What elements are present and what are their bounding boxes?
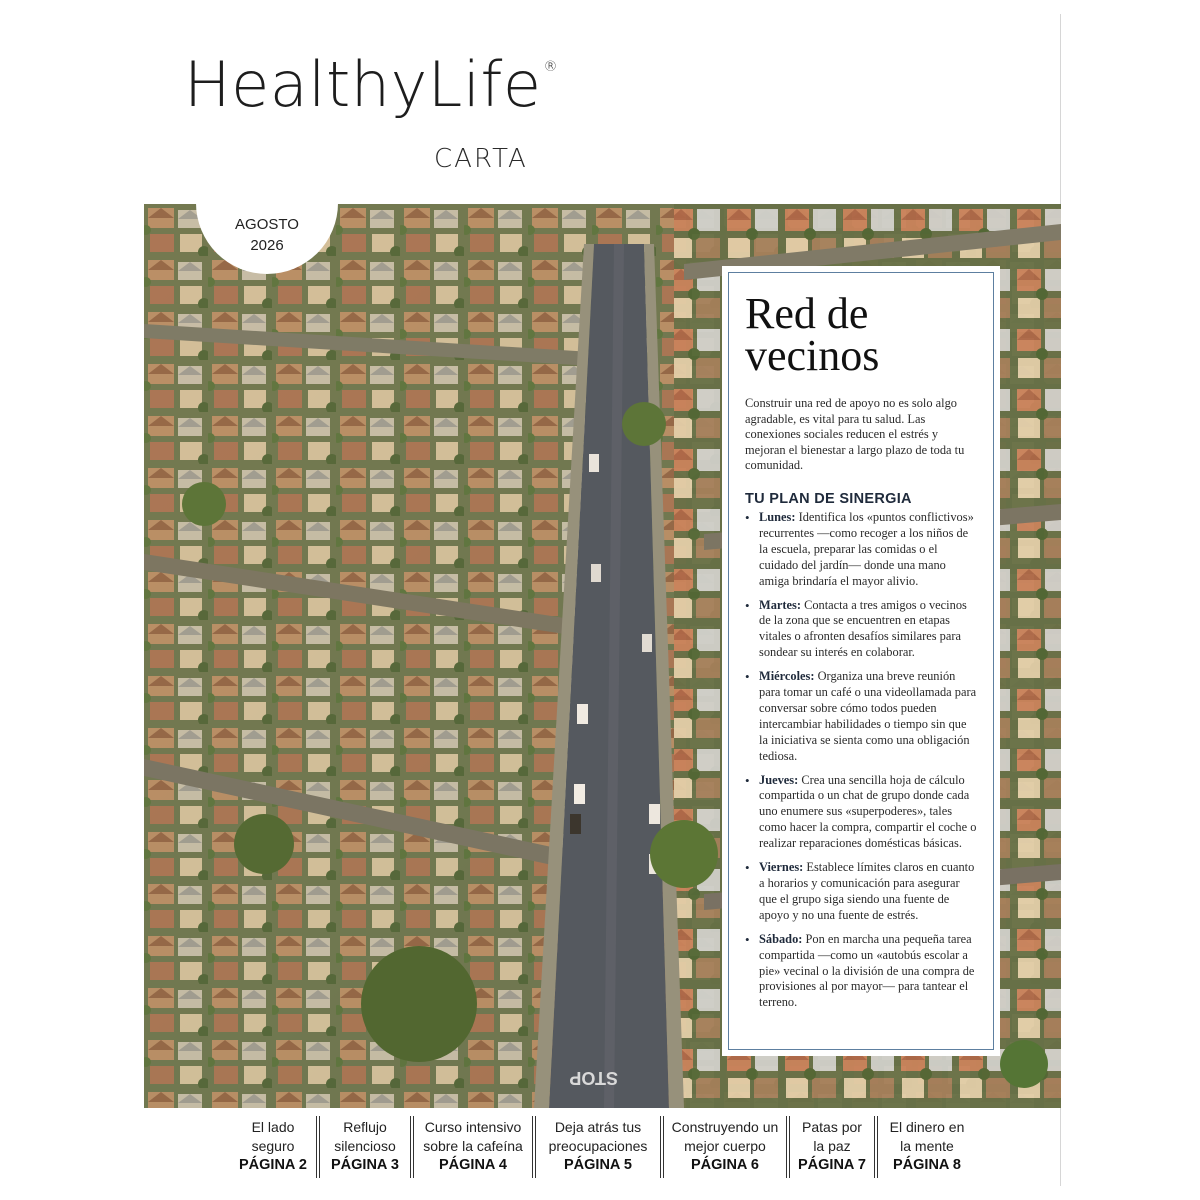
article-intro: Construir una red de apoyo no es solo algo agradable, es vital para tu salud. Las conexiones sociales reducen el estrés y mejoran el bienestar a largo plazo de toda tu comunidad. — [745, 396, 965, 473]
contents-item-line1: Deja atrás tus — [554, 1119, 642, 1135]
plan-day-label: Martes: — [759, 597, 801, 612]
article-title: Red de vecinos — [745, 289, 880, 380]
plan-item-text: Organiza una breve reunión para tomar un café o una videollamada para conversar sobre cómo todos pueden intercambiar habilidades o tiempo sin que la iniciativa se sienta como una obligación tediosa. — [759, 669, 977, 763]
plan-item-text: Establece límites claros en cuanto a horarios y comunicación para asegurar que el grupo siga siendo una fuente de apoyo y no una fuente de estrés. — [759, 860, 975, 922]
contents-item-page: PÁGINA 5 — [564, 1157, 632, 1173]
issue-month: AGOSTO — [235, 216, 299, 233]
contents-item-page: PÁGINA 2 — [239, 1157, 307, 1173]
plan-heading: TU PLAN DE SINERGIA — [745, 490, 912, 507]
contents-item-line1: Patas por — [802, 1119, 862, 1135]
contents-item-line2: la mente — [900, 1138, 954, 1154]
street-marking-text: STOP — [569, 1068, 618, 1088]
plan-item-text: Identifica los «puntos conflictivos» recurrentes —como recoger a los niños de la escuela, preparar las comidas o el cuidado del jardín— donde una mano amiga brindaría el mayor alivio. — [759, 509, 974, 588]
plan-item-wednesday — [745, 669, 977, 764]
plan-item-saturday — [745, 932, 977, 1012]
contents-item-line1: Curso intensivo — [424, 1119, 522, 1135]
contents-item-page: PÁGINA 6 — [691, 1157, 759, 1173]
contents-item-line2: seguro — [251, 1138, 295, 1154]
plan-item-text: Crea una sencilla hoja de cálculo compartida o un chat de grupo donde cada uno enumere sus «superpoderes», tales como hacer la compra, compartir el coche o realizar reparaciones domésticas básicas. — [759, 772, 977, 851]
contents-item-page-8[interactable] — [878, 1116, 976, 1188]
contents-item-page-4[interactable] — [414, 1116, 532, 1188]
contents-item-line1: El lado — [251, 1119, 295, 1135]
contents-item-line2: silencioso — [334, 1138, 396, 1154]
contents-item-page: PÁGINA 4 — [439, 1157, 507, 1173]
brand-logo — [184, 48, 559, 121]
plan-item-text: Contacta a tres amigos o vecinos de la zona que se encuentren en etapas vitales o afronten desafíos similares para sondear su interés en colaborar. — [759, 597, 967, 660]
contents-item-page: PÁGINA 8 — [893, 1157, 961, 1173]
contents-item-page-7[interactable] — [790, 1116, 874, 1188]
plan-list — [745, 510, 977, 1011]
plan-item-friday — [745, 860, 977, 924]
plan-day-label: Jueves: — [759, 772, 799, 787]
brand-subtitle: CARTA — [434, 144, 528, 174]
plan-day-label: Sábado: — [759, 931, 803, 946]
masthead — [184, 48, 559, 174]
plan-day-label: Viernes: — [759, 860, 804, 875]
contents-bar — [230, 1116, 990, 1188]
contents-item-page-6[interactable] — [664, 1116, 786, 1188]
contents-item-page: PÁGINA 7 — [798, 1157, 866, 1173]
contents-item-line1: Reflujo — [343, 1119, 387, 1135]
contents-item-page: PÁGINA 3 — [331, 1157, 399, 1173]
contents-item-line2: mejor cuerpo — [684, 1138, 766, 1154]
article-frame — [728, 272, 994, 1050]
contents-item-line2: preocupaciones — [548, 1138, 648, 1154]
article-card — [722, 266, 1000, 1056]
contents-item-page-3[interactable] — [320, 1116, 410, 1188]
plan-item-monday — [745, 510, 977, 590]
plan-item-thursday — [745, 773, 977, 853]
contents-item-line1: El dinero en — [889, 1119, 965, 1135]
contents-item-line1: Construyendo un — [671, 1119, 779, 1135]
plan-day-label: Lunes: — [759, 509, 796, 524]
contents-item-line2: sobre la cafeína — [423, 1138, 523, 1154]
plan-item-tuesday — [745, 598, 977, 662]
registered-mark: ® — [543, 59, 559, 75]
contents-item-line2: la paz — [813, 1138, 851, 1154]
contents-item-page-2[interactable] — [230, 1116, 316, 1188]
issue-year: 2026 — [250, 237, 284, 254]
brand-name: HealthyLife — [184, 48, 542, 121]
plan-day-label: Miércoles: — [759, 669, 815, 684]
plan-item-text: Pon en marcha una pequeña tarea compartida —como un «autobús escolar a pie» vecinal o la división de una compra de provisiones al por mayor— para tantear el terreno. — [759, 931, 975, 1010]
contents-item-page-5[interactable] — [536, 1116, 660, 1188]
